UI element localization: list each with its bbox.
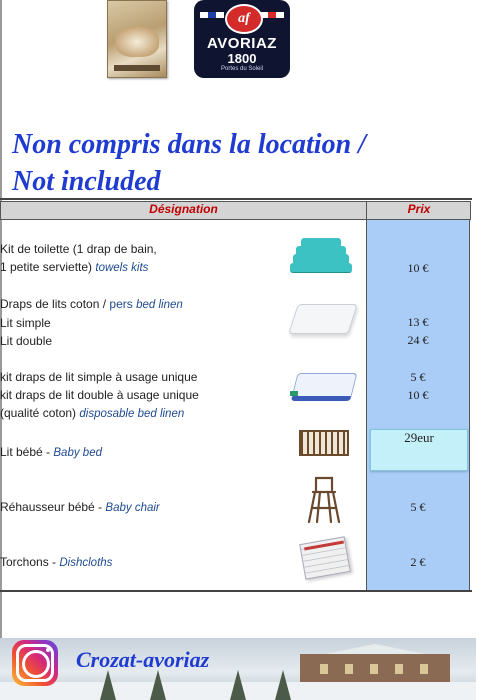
tree — [230, 670, 246, 700]
row-price-highlight: 29eur — [370, 429, 468, 471]
table-row — [0, 553, 112, 572]
avoriaz-tagline: Portes du Soleil — [220, 66, 264, 72]
row-label-quality: (qualité coton) disposable bed linen — [0, 406, 185, 420]
avoriaz-logo — [194, 0, 290, 78]
table-top-rule — [0, 198, 472, 200]
avoriaz-name: AVORIAZ — [207, 35, 277, 52]
table-header-row — [0, 201, 471, 220]
avoriaz-emblem-icon: af — [225, 4, 263, 34]
table-row — [0, 443, 102, 462]
chalet-window — [395, 664, 403, 674]
title-line-en: Not included — [12, 166, 161, 197]
towels-icon — [290, 236, 352, 276]
avoriaz-altitude: 1800 — [227, 51, 257, 66]
row-label: Kit de toilette (1 drap de bain, — [0, 242, 157, 256]
row-label-en: disposable bed linen — [79, 408, 185, 420]
row-label-cont: 1 petite serviette) towels kits — [0, 260, 149, 274]
tree — [150, 670, 166, 700]
bed-linen-icon — [287, 298, 357, 340]
row-label-en: Dishcloths — [59, 557, 113, 569]
row-label: Torchons - — [0, 555, 57, 569]
table-row — [0, 240, 157, 277]
row-label-pers: pers — [109, 297, 133, 311]
row-label-en: Baby bed — [53, 447, 102, 459]
baby-chair-icon — [304, 474, 342, 524]
row-price: 10 € — [407, 261, 429, 275]
table-row — [0, 498, 160, 517]
header-prix: Prix — [407, 202, 431, 216]
book-cover-picture — [115, 27, 159, 57]
tree — [275, 670, 291, 700]
row-label-single: kit draps de lit simple à usage unique — [0, 370, 198, 384]
row-price: 2 € — [410, 555, 426, 569]
book-cover-band — [114, 65, 160, 71]
chalet-window — [370, 664, 378, 674]
title-line-fr: Non compris dans la location / — [12, 129, 366, 160]
row-label-en: Baby chair — [105, 502, 160, 514]
chalet-window — [420, 664, 428, 674]
footer-banner — [0, 638, 476, 700]
flag-stripe-right — [260, 12, 284, 18]
table-bottom-rule — [0, 590, 472, 592]
row-price-single: 13 € — [407, 315, 429, 329]
row-label: Réhausseur bébé - — [0, 500, 103, 514]
guide-book-logo — [107, 0, 167, 78]
row-price: 5 € — [410, 500, 426, 514]
page-title — [12, 126, 472, 200]
tree — [100, 670, 116, 700]
header-designation: Désignation — [1, 202, 367, 219]
instagram-handle[interactable]: Crozat-avoriaz — [76, 647, 210, 672]
row-label: Draps de lits coton / pers bed linen — [0, 297, 183, 311]
disposable-linen-icon — [290, 367, 356, 403]
row-sub-single: Lit simple — [0, 316, 51, 330]
instagram-icon[interactable] — [12, 640, 58, 686]
row-price-single: 5 € — [410, 370, 426, 384]
flag-stripe-left — [200, 12, 224, 18]
dishcloth-icon — [296, 536, 354, 580]
baby-bed-icon — [297, 426, 349, 460]
row-price-double: 24 € — [407, 333, 429, 347]
row-label-double: kit draps de lit double à usage unique — [0, 388, 199, 402]
table-row — [0, 368, 199, 423]
row-label-en: bed linen — [136, 299, 183, 311]
chalet-window — [320, 664, 328, 674]
row-label: Lit bébé - — [0, 445, 51, 459]
table-row — [0, 295, 183, 350]
row-price-double: 10 € — [407, 388, 429, 402]
chalet-window — [345, 664, 353, 674]
row-sub-double: Lit double — [0, 334, 53, 348]
row-label-en: towels kits — [95, 262, 149, 274]
